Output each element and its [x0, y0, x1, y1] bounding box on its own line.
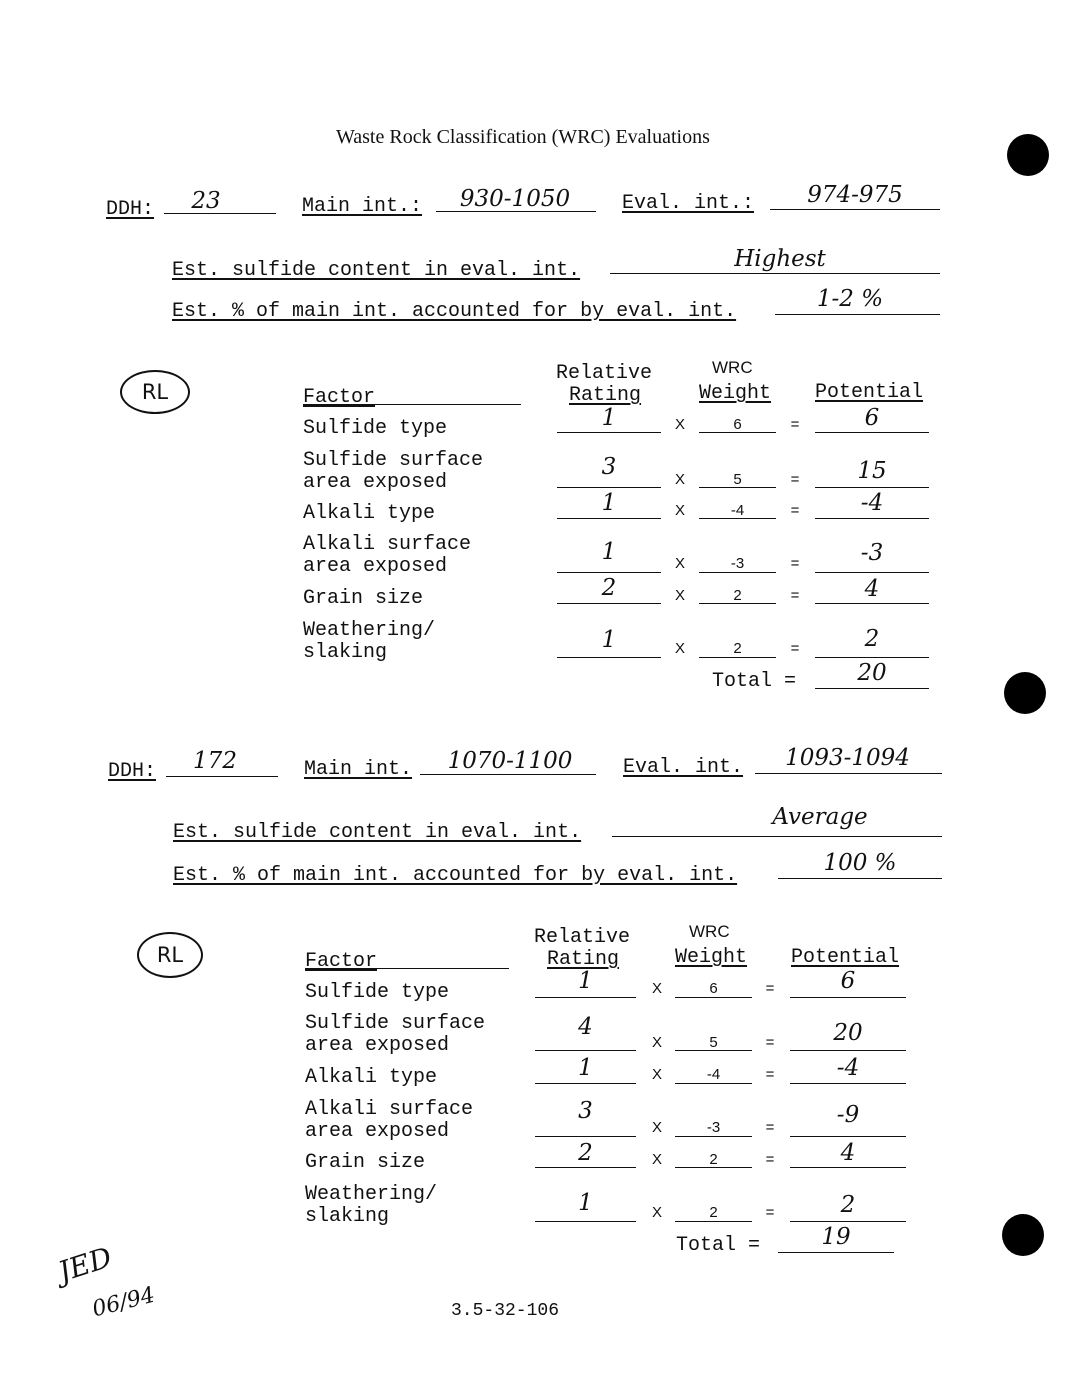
times-sign: X	[674, 416, 685, 433]
rating-value: 1	[601, 405, 617, 431]
factor-label: Sulfide surface	[303, 449, 484, 472]
relative-header: Relative	[534, 926, 631, 949]
handwritten-date: 06/94	[89, 1282, 158, 1323]
rating-value: 1	[578, 1055, 593, 1081]
weight-value: 5	[709, 1034, 718, 1051]
weight-header: Weight	[675, 946, 748, 969]
potential-value: -9	[836, 1102, 860, 1128]
eval-int-value: 974-975	[807, 182, 903, 208]
potential-value: 2	[864, 626, 880, 652]
potential-value: 6	[840, 968, 856, 994]
factor-label: Sulfide type	[303, 417, 448, 440]
total-value: 20	[857, 660, 887, 686]
total-value: 19	[821, 1224, 851, 1250]
punch-hole	[1004, 672, 1046, 714]
weight-value: -3	[730, 555, 745, 572]
weight-value: 2	[709, 1151, 718, 1168]
times-sign: X	[674, 587, 685, 604]
rl-circle-mark: RL	[137, 932, 203, 978]
factor-label: Grain size	[303, 587, 424, 610]
weight-value: 6	[709, 980, 718, 997]
weight-value: -3	[706, 1119, 721, 1136]
factor-label: Alkali type	[305, 1066, 438, 1089]
main-int-label: Main int.:	[302, 195, 423, 218]
times-sign: X	[651, 1034, 662, 1051]
factor-label: Grain size	[305, 1151, 426, 1174]
rating-value: 4	[578, 1014, 593, 1040]
pct-main-label: Est. % of main int. accounted for by eval. int.	[172, 300, 737, 323]
potential-value: 15	[857, 458, 887, 484]
rating-value: 1	[578, 1190, 593, 1216]
rating-header: Rating	[547, 948, 620, 971]
equals-sign: =	[765, 1119, 775, 1136]
main-int-value: 1070-1100	[447, 748, 573, 774]
weight-value: 6	[733, 416, 742, 433]
total-label: Total =	[676, 1234, 761, 1257]
potential-value: 4	[840, 1140, 856, 1166]
ddh-value: 172	[193, 748, 237, 774]
factor-label: Weathering/	[305, 1183, 438, 1206]
rating-value: 3	[601, 454, 617, 480]
equals-sign: =	[765, 980, 775, 997]
times-sign: X	[651, 1151, 662, 1168]
handwritten-initials: JED	[54, 1240, 116, 1289]
rl-circle-mark: RL	[120, 370, 190, 414]
equals-sign: =	[765, 1034, 775, 1051]
factor-label: slaking	[303, 641, 388, 664]
weight-value: 5	[733, 471, 742, 488]
factor-label: area exposed	[303, 555, 448, 578]
times-sign: X	[674, 471, 685, 488]
pct-main-label: Est. % of main int. accounted for by eval. int.	[173, 864, 738, 887]
times-sign: X	[651, 1066, 662, 1083]
times-sign: X	[651, 1119, 662, 1136]
factor-label: Alkali surface	[305, 1098, 474, 1121]
equals-sign: =	[765, 1151, 775, 1168]
total-label: Total =	[712, 670, 797, 693]
factor-label: area exposed	[303, 471, 448, 494]
rating-value: 1	[601, 490, 617, 516]
ddh-label: DDH:	[106, 198, 155, 221]
weight-value: -4	[730, 502, 745, 519]
equals-sign: =	[790, 640, 800, 657]
equals-sign: =	[790, 555, 800, 572]
main-int-label: Main int.	[304, 758, 413, 781]
wrc-header: WRC	[712, 358, 753, 377]
rating-value: 2	[601, 575, 617, 601]
factor-label: area exposed	[305, 1034, 450, 1057]
factor-label: slaking	[305, 1205, 390, 1228]
weight-value: 2	[733, 587, 742, 604]
weight-value: -4	[706, 1066, 721, 1083]
potential-value: -4	[860, 490, 884, 516]
page-number: 3.5-32-106	[451, 1301, 560, 1321]
times-sign: X	[674, 502, 685, 519]
factor-header: Factor	[303, 386, 376, 409]
sulfide-content-value: Highest	[734, 246, 826, 272]
factor-label: Weathering/	[303, 619, 436, 642]
weight-value: 2	[733, 640, 742, 657]
factor-label: area exposed	[305, 1120, 450, 1143]
sulfide-content-label: Est. sulfide content in eval. int.	[173, 821, 582, 844]
equals-sign: =	[790, 502, 800, 519]
pct-main-value: 1-2 %	[816, 286, 884, 312]
potential-value: -4	[836, 1055, 860, 1081]
rating-value: 2	[578, 1140, 593, 1166]
main-int-value: 930-1050	[459, 186, 571, 212]
weight-header: Weight	[699, 382, 772, 405]
potential-value: 2	[840, 1192, 856, 1218]
factor-label: Alkali surface	[303, 533, 472, 556]
potential-value: 6	[864, 405, 880, 431]
factor-label: Sulfide surface	[305, 1012, 486, 1035]
rating-value: 1	[578, 968, 593, 994]
potential-header: Potential	[815, 381, 924, 404]
equals-sign: =	[790, 416, 800, 433]
equals-sign: =	[765, 1066, 775, 1083]
equals-sign: =	[790, 587, 800, 604]
potential-header: Potential	[791, 946, 900, 969]
rating-value: 1	[601, 627, 617, 653]
eval-int-value: 1093-1094	[785, 745, 910, 771]
pct-main-value: 100 %	[823, 850, 897, 876]
rating-value: 3	[578, 1098, 593, 1124]
relative-header: Relative	[556, 362, 653, 385]
eval-int-label: Eval. int.	[623, 756, 744, 779]
ddh-label: DDH:	[108, 760, 157, 783]
potential-value: 20	[833, 1020, 863, 1046]
times-sign: X	[674, 640, 685, 657]
equals-sign: =	[765, 1204, 775, 1221]
factor-label: Alkali type	[303, 502, 436, 525]
factor-header: Factor	[305, 950, 378, 973]
rating-header: Rating	[569, 384, 642, 407]
punch-hole	[1002, 1214, 1044, 1256]
sulfide-content-value: Average	[772, 804, 868, 830]
eval-int-label: Eval. int.:	[622, 192, 755, 215]
rating-value: 1	[601, 539, 617, 565]
wrc-header: WRC	[689, 922, 730, 941]
sulfide-content-label: Est. sulfide content in eval. int.	[172, 259, 581, 282]
potential-value: -3	[860, 540, 884, 566]
equals-sign: =	[790, 471, 800, 488]
times-sign: X	[651, 1204, 662, 1221]
punch-hole	[1007, 134, 1049, 176]
potential-value: 4	[864, 576, 880, 602]
page-title: Waste Rock Classification (WRC) Evaluations	[336, 126, 710, 148]
weight-value: 2	[709, 1204, 718, 1221]
times-sign: X	[651, 980, 662, 997]
ddh-value: 23	[191, 188, 221, 214]
factor-label: Sulfide type	[305, 981, 450, 1004]
times-sign: X	[674, 555, 685, 572]
